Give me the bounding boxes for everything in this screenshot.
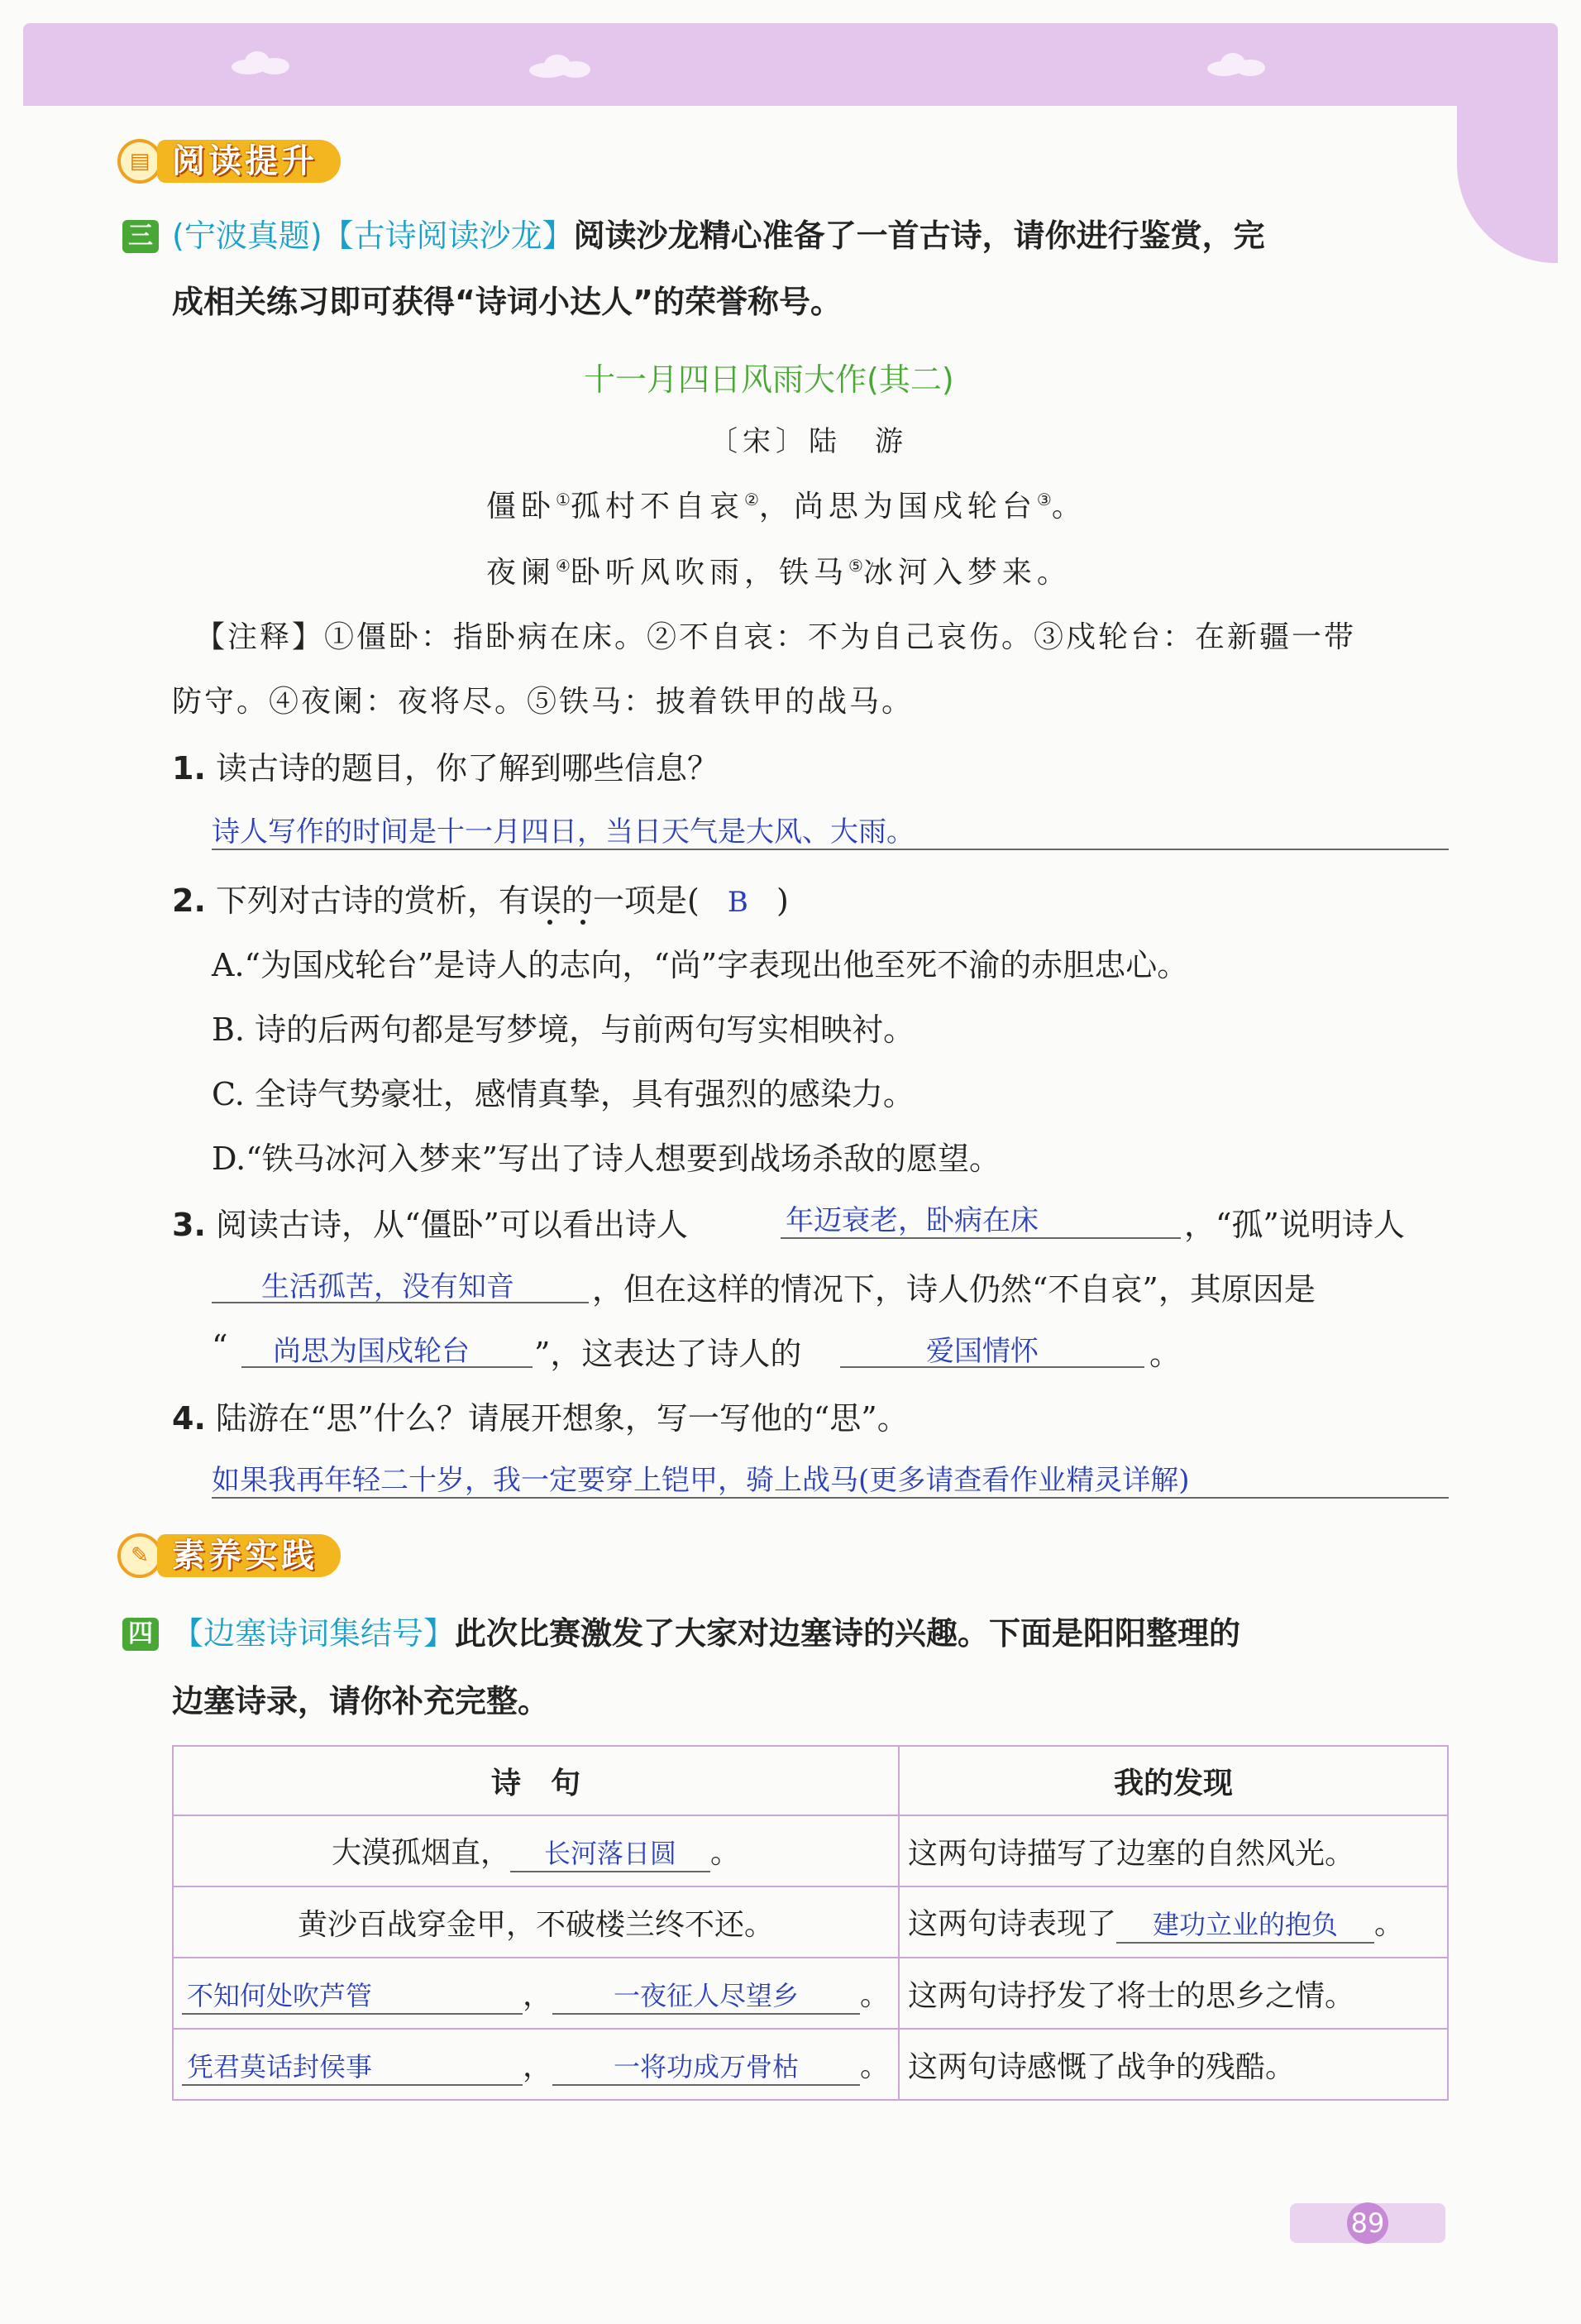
- table-header-finding: 我的发现: [899, 1746, 1448, 1815]
- question-tag: 【边塞诗词集结号】: [172, 1615, 456, 1652]
- question-intro-text: 阅读沙龙精心准备了一首古诗，请你进行鉴赏，完: [573, 218, 1265, 254]
- question-3-text-4: ”，这表达了诗人的: [534, 1336, 802, 1372]
- pencil-note-icon: ✎: [117, 1533, 162, 1578]
- section-title-reading: [117, 137, 341, 185]
- answer-line: [781, 1237, 1181, 1239]
- table-row: 黄沙百战穿金甲，不破楼兰终不还。 这两句诗表现了 建功立业的抱负 。: [173, 1886, 1448, 1958]
- frontier-poems-table: [172, 1745, 1449, 2101]
- question-intro-line2: 成相关练习即可获得“诗词小达人”的荣誉称号。: [172, 284, 842, 320]
- option-d: D.“铁马冰河入梦来”写出了诗人想要到战场杀敌的愿望。: [212, 1140, 1001, 1177]
- answer-fill: 凭君莫话封侯事: [182, 2046, 523, 2086]
- question-4: 4. 陆游在“思”什么？请展开想象，写一写他的“思”。: [172, 1400, 909, 1437]
- page-number: 89: [1347, 2202, 1388, 2244]
- answer-line: [840, 1366, 1144, 1368]
- option-c: C. 全诗气势豪壮，感情真挚，具有强烈的感染力。: [212, 1076, 915, 1112]
- section-label: 素养实践: [157, 1534, 341, 1577]
- answer-4: 如果我再年轻二十岁，我一定要穿上铠甲，骑上战马(更多请查看作业精灵详解): [212, 1464, 1190, 1497]
- poem-line-1: 僵卧①孤村不自哀②，尚思为国戍轮台③。: [486, 490, 1087, 524]
- table-row: 大漠孤烟直， 长河落日圆 。 这两句诗描写了边塞的自然风光。: [173, 1815, 1448, 1886]
- question-source: (宁波真题): [172, 218, 322, 254]
- poem-title: 十一月四日风雨大作(其二): [584, 361, 954, 398]
- answer-2: B: [727, 886, 748, 919]
- header-corner-decoration: [1457, 106, 1558, 263]
- question-3-open-quote: “: [212, 1328, 228, 1365]
- answer-1: 诗人写作的时间是十一月四日，当日天气是大风、大雨。: [212, 815, 915, 849]
- answer-3-blank-1: 年迈衰老，卧病在床: [786, 1204, 1039, 1237]
- option-b: B. 诗的后两句都是写梦境，与前两句写实相映衬。: [212, 1011, 915, 1048]
- annotation-mark: ③: [1036, 490, 1052, 509]
- question-badge: 三: [122, 220, 159, 253]
- question-tag: 【古诗阅读沙龙】: [322, 218, 574, 254]
- annotation-mark: ②: [743, 490, 759, 509]
- question-badge: 四: [122, 1618, 159, 1651]
- answer-3-blank-4: 爱国情怀: [926, 1335, 1039, 1368]
- table-row: 不知何处吹芦管 ， 一夜征人尽望乡 。 这两句诗抒发了将士的思乡之情。: [173, 1958, 1448, 2029]
- answer-fill: 不知何处吹芦管: [182, 1975, 523, 2015]
- question-intro-line1: 【边塞诗词集结号】此次比赛激发了大家对边塞诗的兴趣。下面是阳阳整理的: [172, 1615, 1241, 1652]
- section-title-practice: [117, 1532, 341, 1580]
- answer-fill: 一将功成万骨枯: [552, 2046, 860, 2086]
- book-icon: ▤: [117, 139, 162, 184]
- question-3-end: 。: [1149, 1336, 1182, 1372]
- page-number-badge: [1290, 2203, 1445, 2243]
- question-3-text-2: ，“孤”说明诗人: [1184, 1207, 1405, 1243]
- question-2: 2. 下列对古诗的赏析，有误的一项是( B ): [172, 882, 789, 919]
- answer-3-blank-2: 生活孤苦，没有知音: [261, 1270, 514, 1303]
- annotation-mark: ⑤: [848, 556, 863, 576]
- annotation-mark: ①: [556, 490, 571, 509]
- answer-line: [212, 1302, 589, 1303]
- option-a: A.“为国戍轮台”是诗人的志向，“尚”字表现出他至死不渝的赤胆忠心。: [212, 947, 1189, 983]
- answer-line: [212, 1497, 1449, 1499]
- annotation-mark: ④: [556, 556, 571, 576]
- answer-3-blank-3: 尚思为国戍轮台: [273, 1335, 470, 1368]
- poem-notes-line2: 防守。④夜阑：夜将尽。⑤铁马：披着铁甲的战马。: [172, 685, 915, 719]
- question-3-line1: 3. 阅读古诗，从“僵卧”可以看出诗人: [172, 1207, 688, 1243]
- emphasis-dot: [547, 920, 552, 925]
- answer-line: [212, 849, 1449, 850]
- question-3-text-3: ，但在这样的情况下，诗人仍然“不自哀”，其原因是: [592, 1271, 1316, 1308]
- question-intro-line1: [172, 217, 1265, 255]
- answer-fill: 一夜征人尽望乡: [552, 1975, 860, 2015]
- answer-fill: 建功立业的抱负: [1116, 1904, 1374, 1944]
- poem-notes-line1: 【注释】①僵卧：指卧病在床。②不自哀：不为自己哀伤。③戍轮台：在新疆一带: [195, 620, 1357, 654]
- emphasis-dot: [580, 920, 585, 925]
- table-row: 凭君莫话封侯事 ， 一将功成万骨枯 。 这两句诗感慨了战争的残酷。: [173, 2029, 1448, 2100]
- poem-line-2: 夜阑④卧听风吹雨，铁马⑤冰河入梦来。: [486, 556, 1072, 590]
- question-1: 1. 读古诗的题目，你了解到哪些信息？: [172, 750, 719, 787]
- table-header-poem: 诗 句: [173, 1746, 899, 1815]
- answer-line: [241, 1366, 533, 1368]
- section-label: 阅读提升: [157, 140, 341, 183]
- poem-author: 〔宋〕陆 游: [709, 425, 908, 458]
- question-intro-line2: 边塞诗录，请你补充完整。: [172, 1683, 550, 1719]
- answer-fill: 长河落日圆: [510, 1833, 710, 1872]
